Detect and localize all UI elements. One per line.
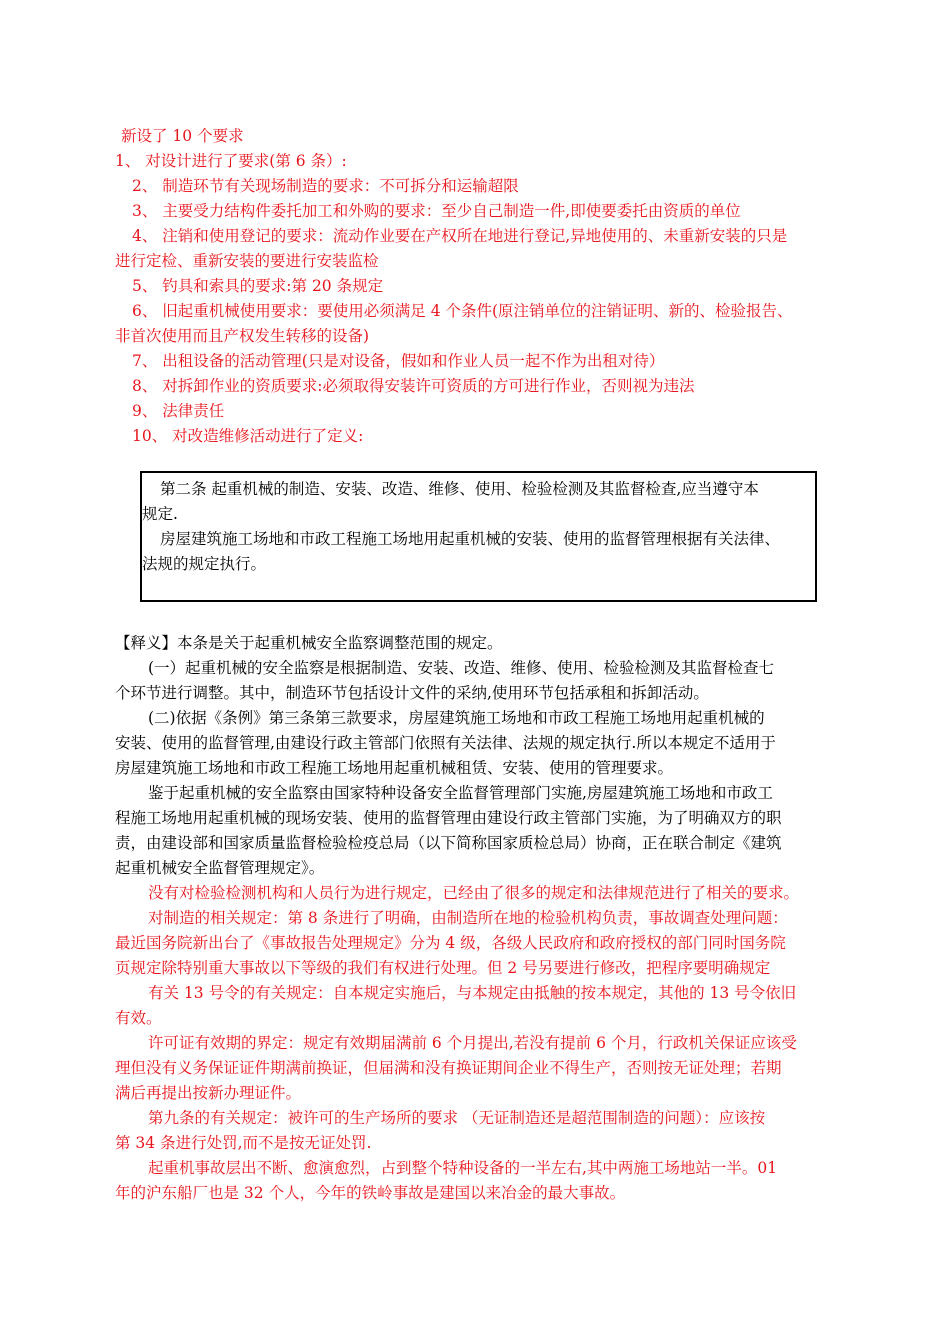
note-line: 第 34 条进行处罚,而不是按无证处罚. [115,1134,372,1152]
intro-item-6-cont: 非首次使用而且产权发生转移的设备) [115,327,370,345]
intro-item-5: 5、 钓具和索具的要求:第 20 条规定 [132,277,384,295]
note-line: 满后再提出按新办理证件。 [115,1084,302,1102]
intro-item-9: 9、 法律责任 [132,402,225,420]
intro-heading: 新设了 10 个要求 [121,127,244,145]
intro-item-7: 7、 出租设备的活动管理(只是对设备，假如和作业人员一起不作为出租对待） [132,352,665,370]
interp-line: 鉴于起重机械的安全监察由国家特种设备安全监督管理部门实施,房屋建筑施工场地和市政工 [148,784,773,802]
intro-item-10: 10、 对改造维修活动进行了定义: [132,427,364,445]
interpretation-title: 【释义】本条是关于起重机械安全监察调整范围的规定。 [115,634,503,652]
article-line-3: 房屋建筑施工场地和市政工程施工场地用起重机械的安装、使用的监督管理根据有关法律、 [160,530,781,548]
interp-line: 房屋建筑施工场地和市政工程施工场地用起重机械租赁、安装、使用的管理要求。 [115,759,674,777]
interp-line: 个环节进行调整。其中，制造环节包括设计文件的采纳,使用环节包括承租和拆卸活动。 [115,684,709,702]
note-line: 没有对检验检测机构和人员行为进行规定，已经由了很多的规定和法律规范进行了相关的要求。 [148,884,800,902]
article-line-2: 规定. [142,505,178,523]
interp-line: (二)依据《条例》第三条第三款要求，房屋建筑施工场地和市政工程施工场地用起重机械的 [148,709,765,727]
intro-item-6: 6、 旧起重机械使用要求：要使用必须满足 4 个条件(原注销单位的注销证明、新的、检验报告、 [132,302,793,320]
interp-line: 责，由建设部和国家质量监督检验检疫总局（以下简称国家质检总局）协商，正在联合制定《建筑 [115,834,782,852]
article-line-1: 第二条 起重机械的制造、安装、改造、维修、使用、检验检测及其监督检查,应当遵守本 [160,480,759,498]
note-line: 页规定除特别重大事故以下等级的我们有权进行处理。但 2 号另要进行修改，把程序要明确规定 [115,959,771,977]
note-line: 起重机事故层出不断、愈演愈烈，占到整个特种设备的一半左右,其中两施工场地站一半。01 [148,1159,778,1177]
note-line: 年的沪东船厂也是 32 个人，今年的铁岭事故是建国以来冶金的最大事故。 [115,1184,626,1202]
intro-item-4-cont: 进行定检、重新安装的要进行安装监检 [115,252,379,270]
interp-line: 起重机械安全监督管理规定》。 [115,859,325,877]
article-line-4: 法规的规定执行。 [142,555,267,573]
intro-item-3: 3、 主要受力结构件委托加工和外购的要求：至少自己制造一件,即使要委托由资质的单位 [132,202,741,220]
intro-item-2: 2、 制造环节有关现场制造的要求：不可拆分和运输超限 [132,177,519,195]
note-line: 第九条的有关规定：被许可的生产场所的要求 （无证制造还是超范围制造的问题）：应该按 [148,1109,766,1127]
interp-line: 程施工场地用起重机械的现场安装、使用的监督管理由建设行政主管部门实施，为了明确双方的职 [115,809,782,827]
intro-item-8: 8、 对拆卸作业的资质要求:必须取得安装许可资质的方可进行作业，否则视为违法 [132,377,695,395]
interp-line: (一）起重机械的安全监察是根据制造、安装、改造、维修、使用、检验检测及其监督检查七 [148,659,775,677]
note-line: 最近国务院新出台了《事故报告处理规定》分为 4 级，各级人民政府和政府授权的部门同时国务院 [115,934,786,952]
interp-line: 安装、使用的监督管理,由建设行政主管部门依照有关法律、法规的规定执行.所以本规定不适用于 [115,734,776,752]
note-line: 理但没有义务保证证件期满前换证，但届满和没有换证期间企业不得生产，否则按无证处理；若期 [115,1059,782,1077]
intro-item-4: 4、 注销和使用登记的要求：流动作业要在产权所在地进行登记,异地使用的、未重新安装的只是 [132,227,788,245]
note-line: 有关 13 号令的有关规定：自本规定实施后，与本规定由抵触的按本规定，其他的 13 号令依旧 [148,984,797,1002]
note-line: 对制造的相关规定：第 8 条进行了明确，由制造所在地的检验机构负责，事故调查处理问题： [148,909,788,927]
note-line: 有效。 [115,1009,162,1027]
intro-item-1: 1、 对设计进行了要求(第 6 条）: [115,152,347,170]
note-line: 许可证有效期的界定：规定有效期届满前 6 个月提出,若没有提前 6 个月，行政机关保证应该受 [148,1034,797,1052]
